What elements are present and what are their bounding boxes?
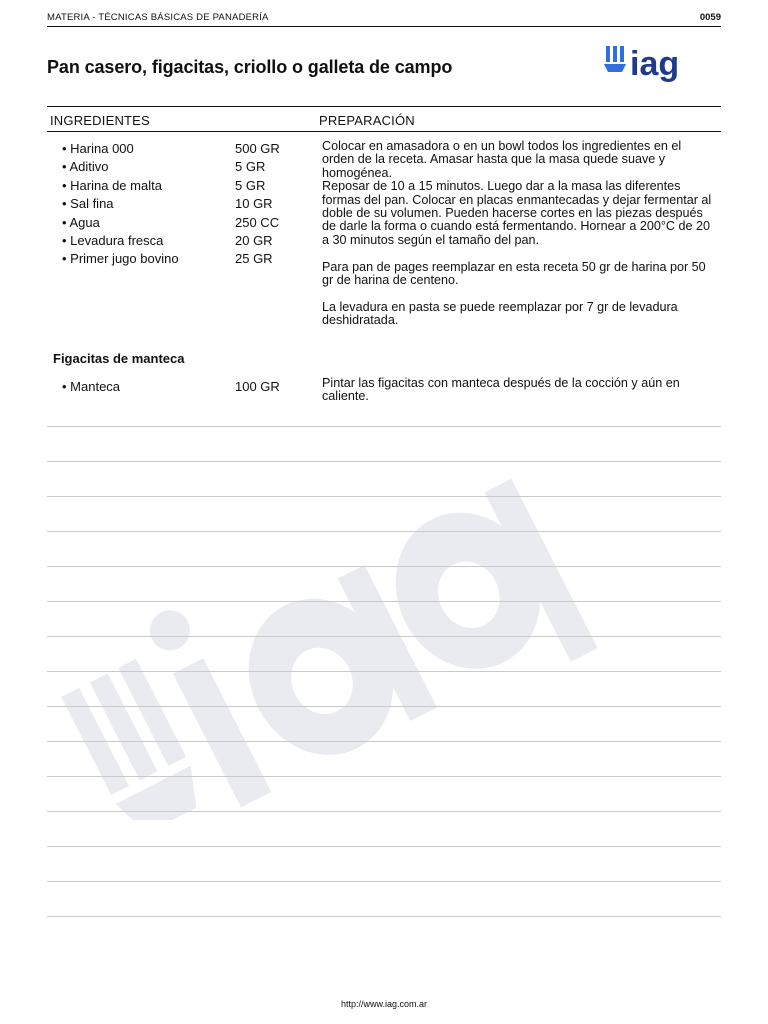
list-item: • Primer jugo bovino 25 GR bbox=[62, 251, 273, 267]
note-line bbox=[47, 566, 721, 567]
footer-url[interactable]: http://www.iag.com.ar bbox=[340, 999, 428, 1009]
section-preparation-text: Pintar las figacitas con manteca después de la cocción y aún en caliente. bbox=[322, 376, 680, 404]
preparation-text bbox=[322, 140, 714, 341]
note-line bbox=[47, 531, 721, 532]
logo-text: iag bbox=[630, 45, 680, 83]
preparation-paragraph: La levadura en pasta se puede reemplazar por 7 gr de levadura deshidratada. bbox=[322, 299, 678, 328]
note-line bbox=[47, 881, 721, 882]
preparation-paragraph: Para pan de pages reemplazar en esta receta 50 gr de harina por 50 gr de harina de centeno. bbox=[322, 259, 706, 288]
list-item: • Manteca 100 GR bbox=[62, 379, 280, 394]
list-item: • Aditivo 5 GR bbox=[62, 159, 266, 175]
note-line bbox=[47, 636, 721, 637]
list-item: • Sal fina 10 GR bbox=[62, 196, 273, 212]
list-item: • Levadura fresca 20 GR bbox=[62, 232, 273, 248]
list-item: • Agua 250 CC bbox=[62, 214, 280, 230]
note-line bbox=[47, 846, 721, 847]
columns-divider bbox=[47, 131, 721, 132]
preparation-heading: PREPARACIÓN bbox=[319, 113, 415, 128]
list-item: • Harina de malta 5 GR bbox=[62, 177, 266, 193]
ingredients-heading: INGREDIENTES bbox=[50, 113, 150, 128]
ingredients-list bbox=[62, 140, 312, 269]
section-title: Figacitas de manteca bbox=[53, 351, 185, 366]
note-line bbox=[47, 496, 721, 497]
section-ingredients-list bbox=[62, 378, 312, 396]
iag-watermark-icon bbox=[20, 400, 620, 820]
note-line bbox=[47, 426, 721, 427]
page-title: Pan casero, figacitas, criollo o galleta de campo bbox=[47, 57, 453, 77]
note-line bbox=[47, 776, 721, 777]
note-line bbox=[47, 706, 721, 707]
note-line bbox=[47, 741, 721, 742]
header-divider bbox=[47, 26, 721, 27]
note-line bbox=[47, 601, 721, 602]
preparation-paragraph: Colocar en amasadora o en un bowl todos los ingredientes en el orden de la receta. Amasar hasta que la masa quede suave y homogénea. Reposar de 10 a 15 minutos. Luego dar a la masa las diferentes formas del pan. Colocar en placas enmantecadas y dejar fermentar al doble de su volumen. Pueden hacerse cortes en las piezas después de darle la forma o cuando está fermentando. Hornear a 200°C de 20 a 30 minutos según el tamaño del pan. bbox=[322, 139, 712, 247]
note-line bbox=[47, 916, 721, 917]
list-item: • Harina 000 500 GR bbox=[62, 141, 280, 156]
note-line bbox=[47, 811, 721, 812]
note-line bbox=[47, 671, 721, 672]
page-number: 0059 bbox=[699, 12, 721, 23]
iag-logo-icon bbox=[604, 42, 706, 92]
note-line bbox=[47, 461, 721, 462]
header-subject: MATERIA - TÉCNICAS BÁSICAS DE PANADERÍA bbox=[47, 12, 269, 23]
title-divider bbox=[47, 106, 721, 107]
